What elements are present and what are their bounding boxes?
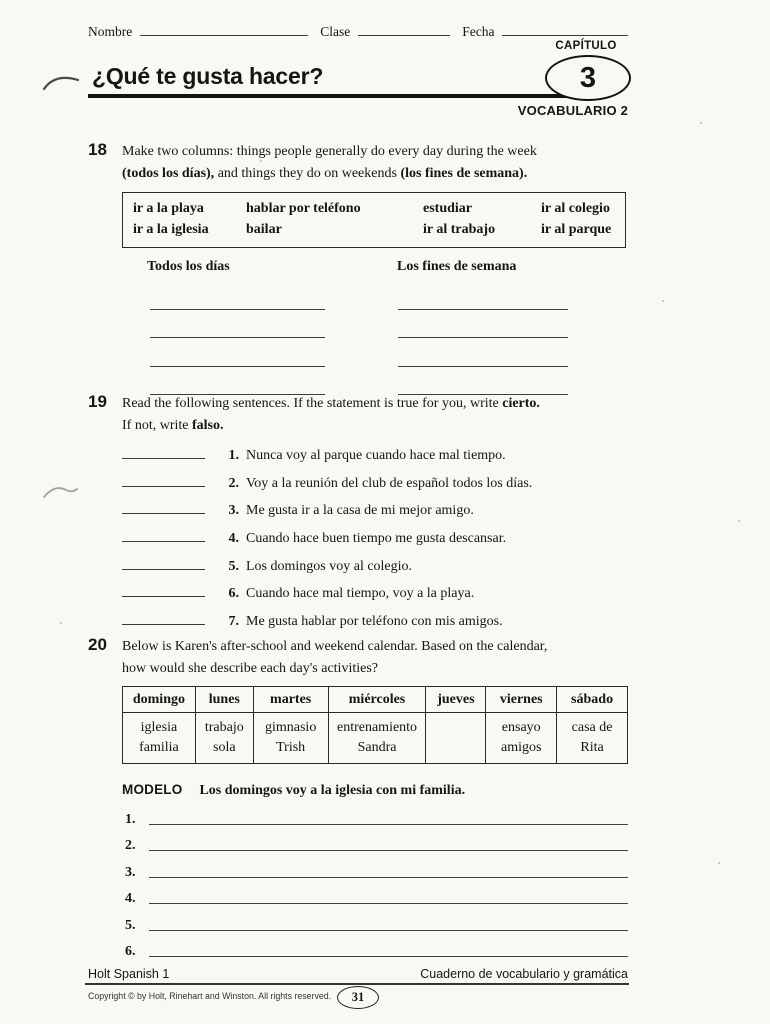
cierto-falso-blank[interactable] [122, 558, 205, 570]
answer-blank[interactable] [149, 956, 628, 957]
item-sentence: Voy a la reunión del club de español todos los días. [246, 475, 533, 491]
column-header: viernes [486, 687, 557, 713]
table-cell [426, 713, 486, 764]
word-bank-item: estudiar [423, 201, 472, 216]
cell-line: gimnasio [264, 720, 317, 735]
activity-19-instructions [122, 393, 628, 437]
instruction-text: If not, write [122, 418, 192, 433]
scan-speck [718, 862, 720, 864]
item-sentence: Cuando hace buen tiempo me gusta descansar. [246, 531, 507, 547]
table-cell [123, 713, 196, 764]
answer-blank[interactable] [150, 338, 325, 367]
word-bank-item: ir al parque [541, 222, 612, 237]
cell-line: amigos [501, 740, 542, 755]
bold-term-todos-los-dias: (todos los días), [122, 166, 215, 181]
item-number: 3. [228, 503, 239, 519]
scan-speck [662, 300, 664, 302]
answer-number: 5. [125, 917, 136, 933]
word-bank-item: ir al colegio [541, 201, 610, 216]
answer-number: 2. [125, 838, 136, 853]
answer-blank[interactable] [398, 281, 568, 310]
todos-los-dias-column [150, 281, 325, 395]
cell-line: iglesia [140, 720, 178, 735]
table-cell [253, 713, 328, 764]
item-sentence: Cuando hace mal tiempo, voy a la playa. [246, 586, 475, 602]
answer-blank[interactable] [150, 310, 325, 339]
answer-row [122, 882, 628, 909]
column-header: martes [253, 687, 328, 713]
list-item [122, 475, 628, 503]
instruction-text: Below is Karen's after-school and weekend calendar. Based on the calendar, [122, 639, 548, 654]
modelo-label: MODELO [122, 782, 183, 797]
capitulo-label: CAPÍTULO [555, 40, 617, 52]
cell-line: entrenamiento [336, 720, 418, 735]
answer-row [122, 855, 628, 882]
heading-todos-los-dias: Todos los días [147, 259, 230, 274]
item-sentence: Nunca voy al parque cuando hace mal tiempo. [246, 448, 506, 463]
answer-row [122, 829, 628, 856]
scan-pen-mark [42, 70, 82, 94]
column-header: miércoles [328, 687, 426, 713]
copyright-notice: Copyright © by Holt, Rinehart and Winston. All rights reserved. [88, 991, 332, 1001]
scan-speck [738, 520, 740, 522]
answer-blank[interactable] [149, 877, 628, 878]
scan-speck [60, 622, 62, 624]
cell-line: sola [213, 740, 236, 755]
cell-line: Sandra [357, 740, 397, 755]
item-number: 4. [228, 531, 239, 547]
word-bank-column [246, 198, 423, 240]
page-number-badge: 31 [337, 986, 379, 1009]
cell-line: casa de [571, 720, 613, 735]
word-bank-column [423, 198, 541, 240]
table-cell [557, 713, 628, 764]
activity-18 [88, 141, 628, 391]
fecha-blank[interactable] [502, 22, 628, 36]
word-bank-item: ir al trabajo [423, 222, 496, 237]
modelo-example [122, 782, 465, 799]
nombre-label: Nombre [88, 24, 133, 39]
answer-row [122, 935, 628, 962]
word-bank-item: bailar [246, 222, 282, 237]
item-number: 2. [228, 475, 239, 491]
list-item [122, 502, 628, 530]
bold-term-cierto: cierto. [502, 396, 540, 411]
list-item [122, 558, 628, 586]
item-number: 6. [228, 586, 239, 602]
cierto-falso-blank[interactable] [122, 585, 205, 597]
cell-line: trabajo [204, 720, 244, 735]
scan-speck [700, 122, 702, 124]
answer-blank[interactable] [150, 367, 325, 396]
answer-blank[interactable] [149, 824, 628, 825]
modelo-sentence: Los domingos voy a la iglesia con mi familia. [199, 783, 466, 798]
true-false-items [122, 447, 628, 641]
fines-de-semana-column [398, 281, 568, 395]
answer-blank[interactable] [149, 850, 628, 851]
cell-line: ensayo [501, 720, 541, 735]
activity-20 [88, 636, 628, 976]
page-title: ¿Qué te gusta hacer? [92, 63, 324, 89]
cierto-falso-blank[interactable] [122, 502, 205, 514]
column-header: domingo [123, 687, 196, 713]
clase-blank[interactable] [358, 22, 450, 36]
word-bank-item: ir a la iglesia [133, 222, 209, 237]
footer-book-title: Holt Spanish 1 [88, 967, 170, 981]
item-number: 1. [228, 448, 239, 463]
nombre-blank[interactable] [140, 22, 308, 36]
table-cell [486, 713, 557, 764]
answer-number: 6. [125, 944, 136, 959]
heading-fines-de-semana: Los fines de semana [397, 259, 517, 274]
cierto-falso-blank[interactable] [122, 475, 205, 487]
footer [88, 967, 628, 981]
answer-row [122, 908, 628, 935]
table-cell [328, 713, 426, 764]
cell-line: Rita [580, 740, 604, 755]
title-rule [88, 94, 604, 98]
numbered-answer-lines [122, 802, 628, 961]
item-number: 5. [228, 558, 239, 574]
answer-number: 3. [125, 864, 136, 880]
item-sentence: Me gusta hablar por teléfono con mis amigos. [246, 614, 503, 630]
word-bank-item: ir a la playa [133, 201, 204, 216]
cell-line: familia [139, 740, 179, 755]
activity-20-instructions [122, 636, 628, 680]
footer-rule [85, 983, 629, 985]
answer-blank[interactable] [149, 903, 628, 904]
scan-pen-mark [42, 482, 80, 504]
table-header-row [123, 687, 628, 713]
karen-calendar-table [122, 686, 628, 764]
activity-19-number: 19 [88, 392, 107, 411]
answer-number: 4. [125, 891, 136, 906]
cell-line: Trish [276, 740, 306, 755]
item-number: 7. [228, 614, 239, 630]
scan-speck [260, 160, 262, 162]
activity-18-number: 18 [88, 140, 107, 159]
chapter-number-badge: 3 [545, 55, 631, 101]
word-bank-item: hablar por teléfono [246, 201, 361, 216]
instruction-text: Make two columns: things people generally do every day during the week [122, 144, 537, 159]
bold-term-fines-de-semana: (los fines de semana). [400, 166, 528, 181]
answer-blank[interactable] [398, 310, 568, 339]
footer-workbook-title: Cuaderno de vocabulario y gramática [420, 967, 628, 981]
item-sentence: Los domingos voy al colegio. [246, 558, 413, 574]
clase-label: Clase [320, 24, 351, 39]
instruction-text: Read the following sentences. If the statement is true for you, write [122, 396, 503, 411]
instruction-text: how would she describe each day's activities? [122, 661, 378, 676]
list-item [122, 585, 628, 613]
cierto-falso-blank[interactable] [122, 447, 205, 459]
answer-row [122, 802, 628, 829]
bold-term-falso: falso. [191, 418, 224, 433]
cierto-falso-blank[interactable] [122, 530, 205, 542]
answer-blank[interactable] [149, 930, 628, 931]
item-sentence: Me gusta ir a la casa de mi mejor amigo. [246, 503, 474, 519]
student-info-row [88, 22, 628, 40]
section-label: VOCABULARIO 2 [517, 103, 628, 118]
answer-number: 1. [125, 811, 136, 827]
instruction-text: and things they do on weekends [214, 166, 401, 181]
answer-lines-area [122, 281, 628, 397]
table-row [123, 713, 628, 764]
column-headings [122, 259, 628, 279]
answer-blank[interactable] [398, 338, 568, 367]
cierto-falso-blank[interactable] [122, 613, 205, 625]
activity-18-instructions [122, 141, 628, 185]
word-bank-column [133, 198, 246, 240]
table-cell [195, 713, 253, 764]
list-item [122, 447, 628, 475]
answer-blank[interactable] [398, 367, 568, 396]
word-bank-column [541, 198, 625, 240]
answer-blank[interactable] [150, 281, 325, 310]
activity-20-number: 20 [88, 635, 107, 654]
column-header: lunes [195, 687, 253, 713]
list-item [122, 530, 628, 558]
word-bank-box [122, 192, 626, 248]
column-header: jueves [426, 687, 486, 713]
activity-19 [88, 393, 628, 633]
column-header: sábado [557, 687, 628, 713]
fecha-label: Fecha [462, 24, 495, 39]
